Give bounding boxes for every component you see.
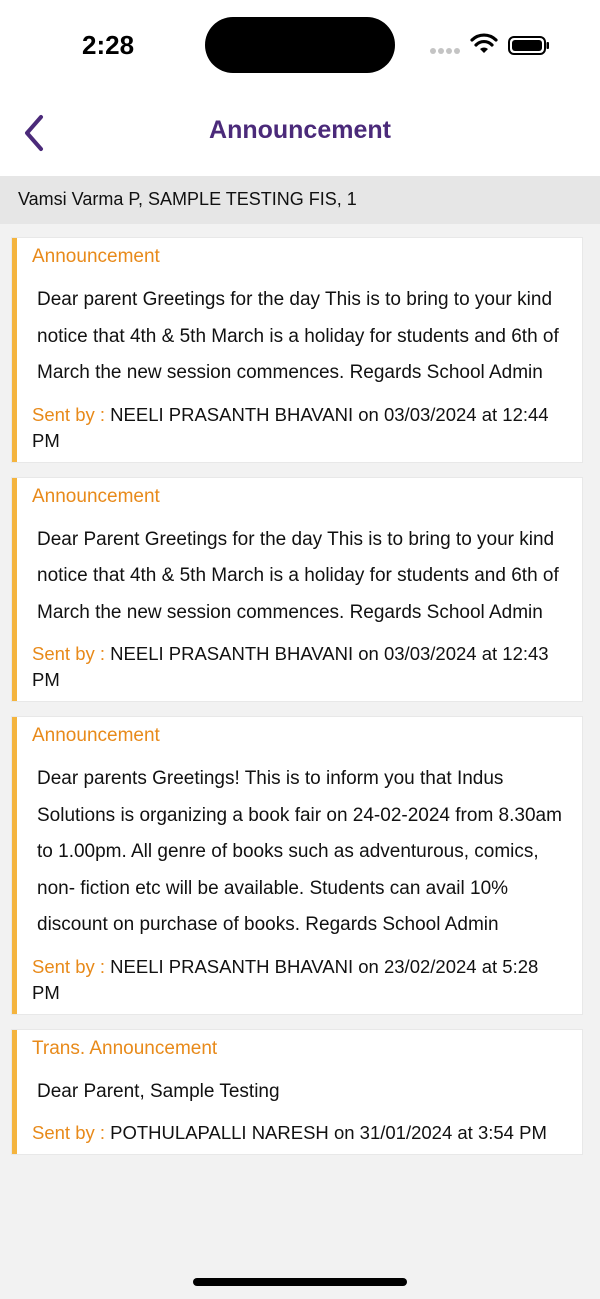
sent-by-label: Sent by :: [32, 955, 106, 977]
student-info-banner: [0, 176, 600, 224]
wifi-icon: [470, 33, 498, 55]
on-word: on: [333, 1122, 355, 1143]
announcement-meta: [32, 954, 566, 1006]
at-word: at: [481, 955, 498, 977]
announcement-title: Announcement: [32, 246, 160, 267]
page-title: Announcement: [209, 116, 391, 144]
at-word: at: [481, 403, 498, 425]
announcement-card[interactable]: [12, 717, 582, 1014]
status-time: 2:28: [82, 30, 135, 60]
on-word: on: [358, 643, 379, 664]
announcement-body: Dear parent Greetings for the day This is to bring to your kind notice that 4th & 5th March is a holiday for students and 6th of March the new session commences. Regards School Admin: [37, 289, 559, 383]
sender-name: NEELI PRASANTH BHAVANI: [110, 955, 354, 977]
sent-time: 12:43 PM: [32, 643, 549, 690]
sent-time: 5:28 PM: [32, 955, 539, 1003]
announcement-title: Trans. Announcement: [32, 1037, 218, 1059]
announcement-meta: [32, 402, 566, 454]
sender-name: NEELI PRASANTH BHAVANI: [110, 643, 354, 664]
announcement-card[interactable]: [12, 238, 582, 462]
announcement-body: Dear Parent, Sample Testing: [37, 1080, 280, 1102]
sent-date: 31/01/2024: [359, 1122, 453, 1143]
announcement-meta: [32, 641, 566, 693]
sent-time: 3:54 PM: [477, 1122, 547, 1143]
announcement-list: [12, 238, 582, 1170]
announcement-body: Dear parents Greetings! This is to inform you that Indus Solutions is organizing a book fair on 24-02-2024 from 8.30am to 1.00pm. All genre of books such as adventurous, comics, non- fiction etc will be available. Students can avail 10% discount on purchase of books. Regards School Admin: [37, 768, 562, 935]
announcement-card[interactable]: [12, 1030, 582, 1155]
on-word: on: [358, 403, 379, 425]
sent-date: 03/03/2024: [383, 643, 477, 664]
announcement-meta: [32, 1120, 566, 1146]
battery-icon: [508, 36, 550, 55]
sent-by-label: Sent by :: [32, 643, 106, 664]
navigation-bar: [0, 90, 600, 176]
sent-date: 23/02/2024: [383, 955, 477, 977]
sender-name: NEELI PRASANTH BHAVANI: [110, 403, 354, 425]
announcement-card[interactable]: [12, 478, 582, 702]
dynamic-island: [205, 17, 395, 73]
announcement-body: Dear Parent Greetings for the day This is to bring to your kind notice that 4th & 5th March is a holiday for students and 6th of March the new session commences. Regards School Admin: [37, 528, 559, 623]
on-word: on: [358, 955, 379, 977]
announcement-title: Announcement: [32, 725, 160, 746]
cellular-signal-icon: [430, 48, 462, 54]
sent-by-label: Sent by :: [32, 1122, 106, 1143]
sender-name: POTHULAPALLI NARESH: [110, 1122, 329, 1143]
student-info-text: Vamsi Varma P, SAMPLE TESTING FIS, 1: [18, 189, 357, 209]
home-indicator: [193, 1278, 407, 1286]
announcement-title: Announcement: [32, 485, 160, 507]
at-word: at: [457, 1122, 473, 1143]
sent-time: 12:44 PM: [32, 403, 549, 451]
status-bar: [0, 0, 600, 90]
sent-date: 03/03/2024: [383, 403, 477, 425]
sent-by-label: Sent by :: [32, 403, 106, 425]
at-word: at: [481, 643, 498, 664]
